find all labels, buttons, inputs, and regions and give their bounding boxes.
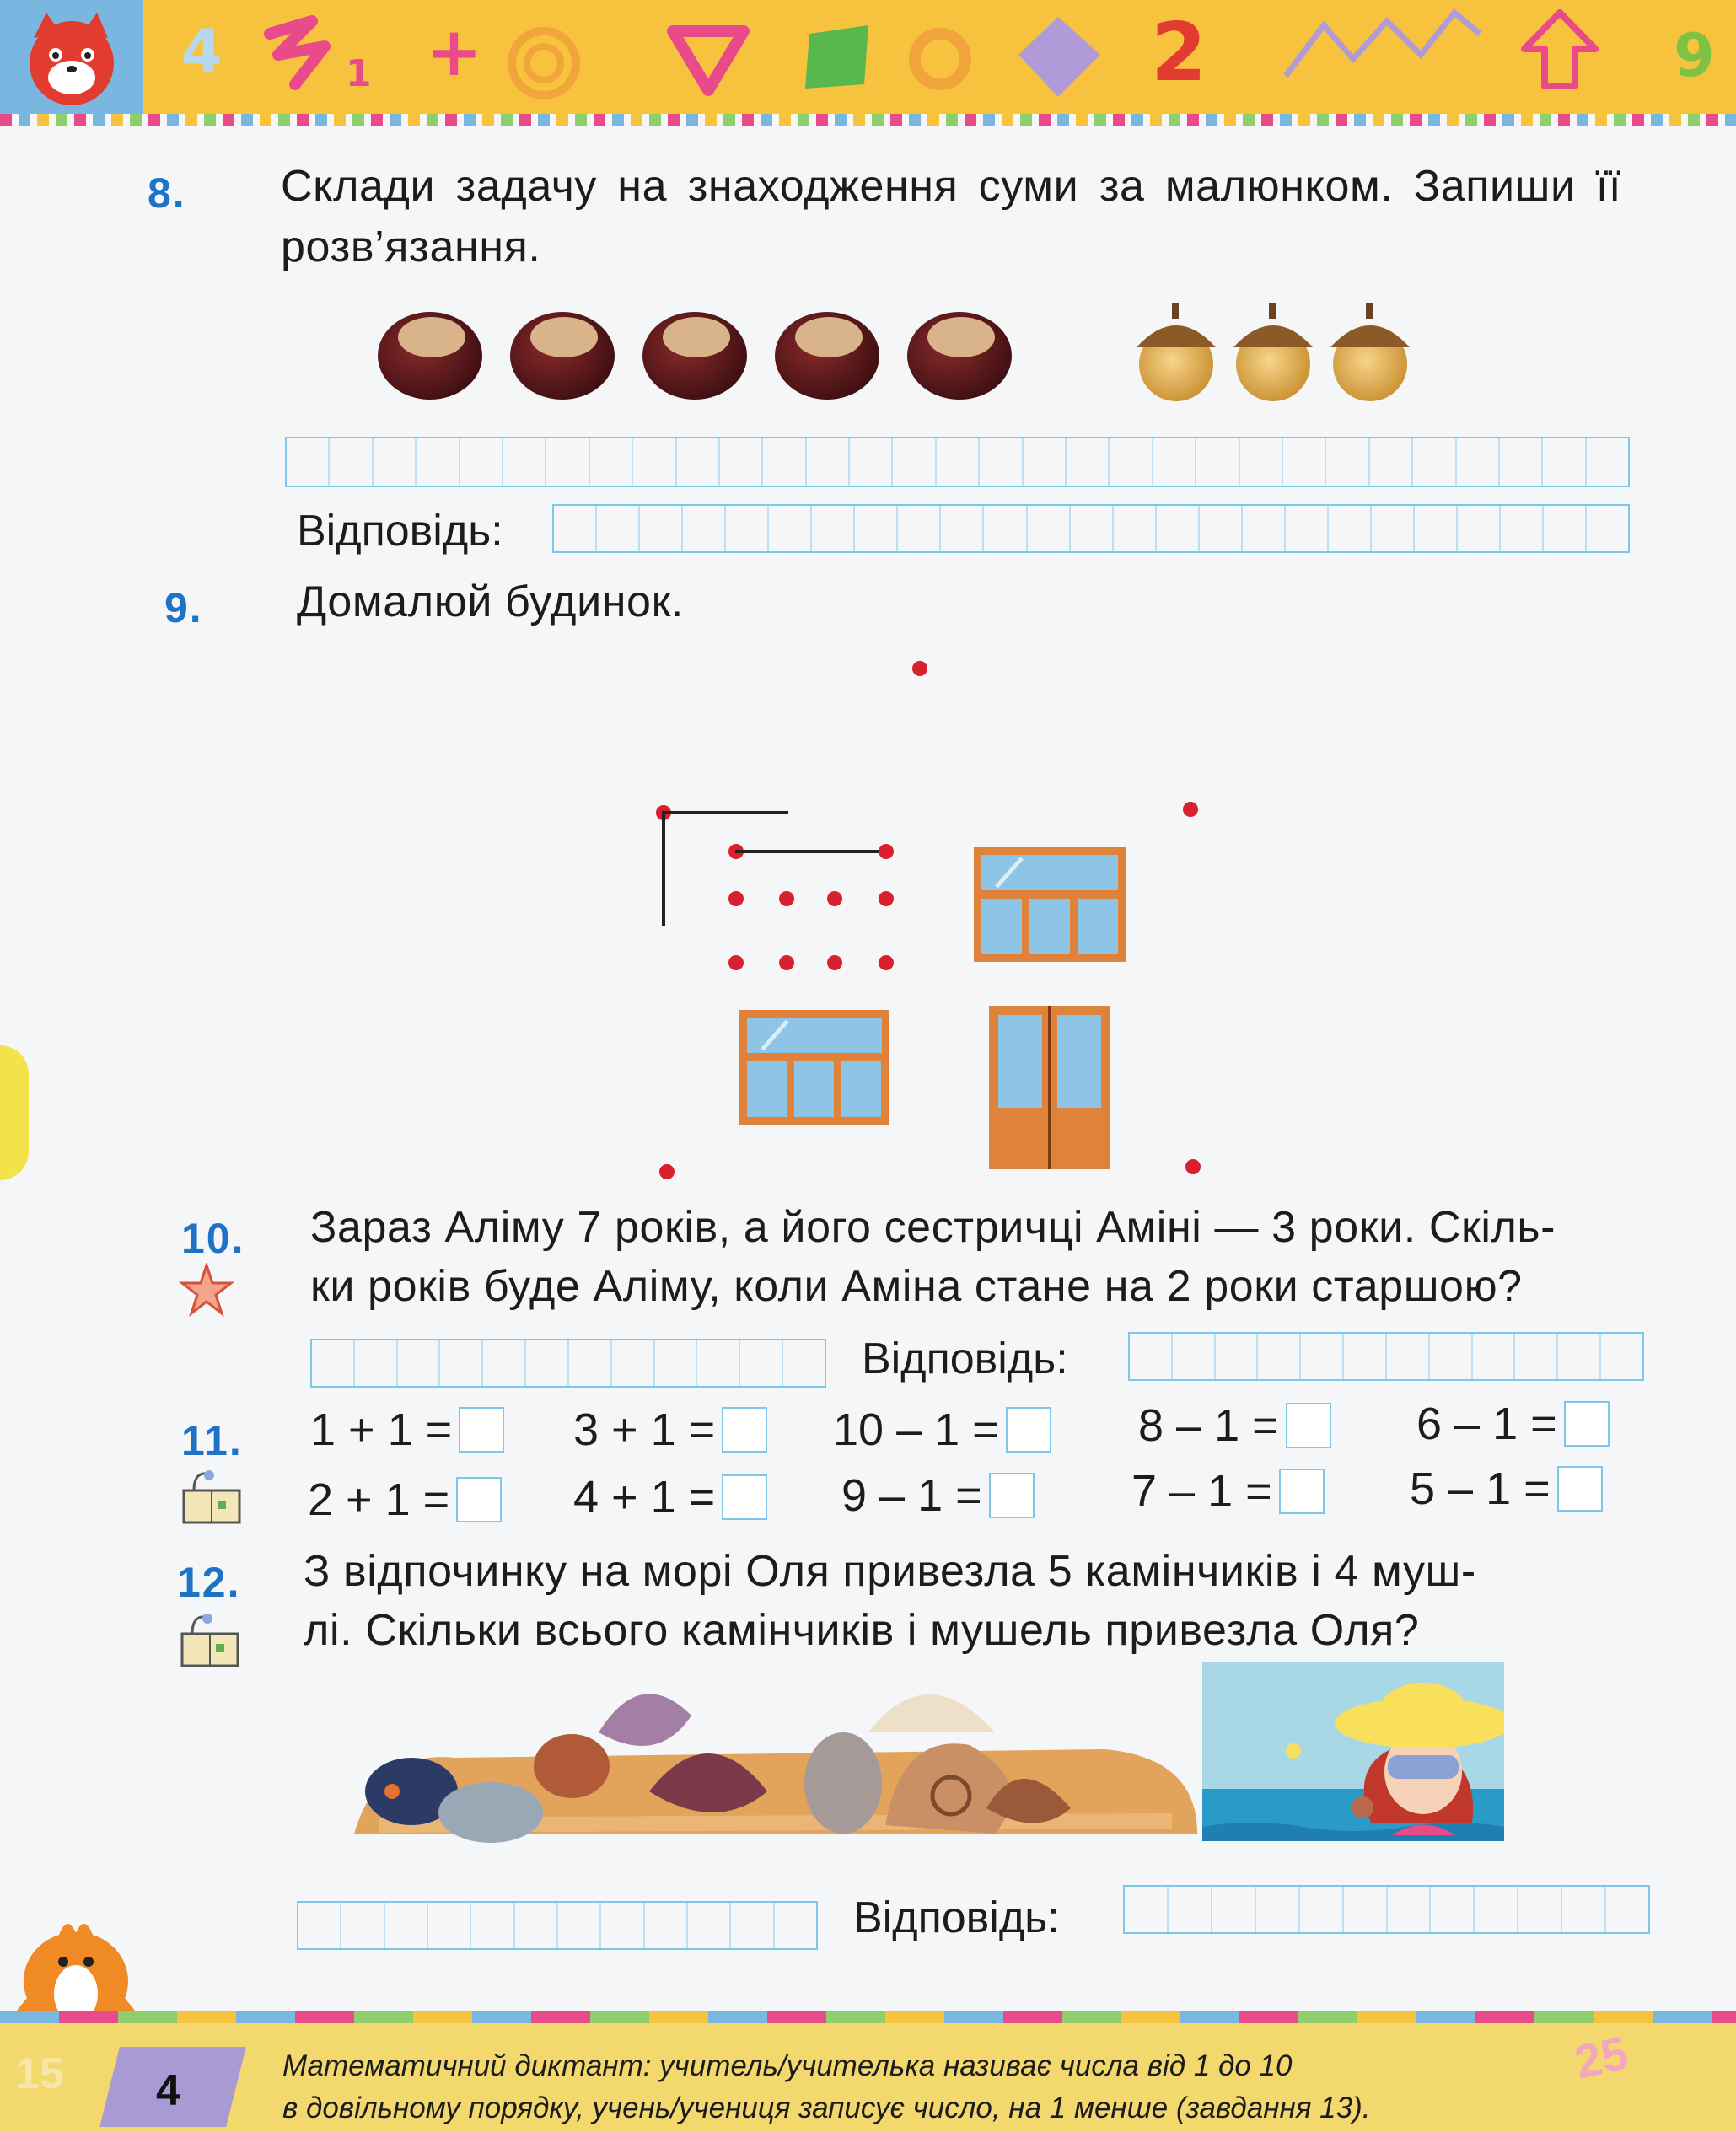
equation bbox=[573, 1404, 767, 1456]
task-12-answer-label: Відповідь: bbox=[853, 1893, 1060, 1942]
circle-decoration bbox=[902, 21, 978, 97]
house-drawing-area[interactable] bbox=[641, 649, 1214, 1189]
task-12-number: 12. bbox=[177, 1559, 241, 1606]
cat-mascot-icon bbox=[0, 0, 143, 114]
equation-text: 10 – 1 = bbox=[833, 1404, 999, 1455]
task-10-answer-label: Відповідь: bbox=[862, 1335, 1068, 1383]
task-8-picture bbox=[371, 295, 1433, 413]
page-number: 4 bbox=[156, 2066, 180, 2115]
equation bbox=[310, 1404, 504, 1456]
zigzag-decoration bbox=[1282, 8, 1484, 84]
footer-dash-strip bbox=[0, 2011, 1736, 2023]
task-12-answer-cells[interactable] bbox=[1123, 1885, 1650, 1934]
equation-text: 7 – 1 = bbox=[1131, 1466, 1272, 1517]
task-8-text: Склади задачу на знаходження суми за малюнком. Запиши її розв’язання. bbox=[281, 162, 1621, 271]
task-12-line-2: лі. Скільки всього камінчиків і мушель привезла Оля? bbox=[304, 1606, 1420, 1655]
equation-text: 6 – 1 = bbox=[1416, 1399, 1557, 1449]
answer-box[interactable] bbox=[1286, 1403, 1331, 1448]
deco-plus: + bbox=[426, 13, 483, 91]
corner-dot-bottom-right bbox=[1185, 1159, 1201, 1174]
task-10-answer-cells[interactable] bbox=[1128, 1332, 1644, 1381]
header-dash-strip bbox=[0, 114, 1736, 126]
shell-icon bbox=[868, 1694, 995, 1732]
footer-note-line-1: Математичний диктант: учитель/учителька називає числа від 1 до 10 bbox=[282, 2049, 1293, 2082]
window-dot bbox=[728, 891, 744, 906]
task-12-line-1: З відпочинку на морі Оля привезла 5 камінчиків і 4 муш- bbox=[304, 1547, 1476, 1596]
equation bbox=[308, 1474, 502, 1526]
window-dot bbox=[827, 891, 842, 906]
equation-text: 9 – 1 = bbox=[841, 1470, 982, 1521]
deco-digit-9: 9 bbox=[1674, 21, 1715, 90]
task-8-answer-label: Відповідь: bbox=[297, 507, 503, 556]
star-icon bbox=[179, 1263, 234, 1318]
shell-icon bbox=[599, 1694, 691, 1746]
footer-note-line-2: в довільному порядку, учень/учениця записує число, на 1 менше (завдання 13). bbox=[282, 2092, 1371, 2124]
task-8-number: 8. bbox=[148, 169, 186, 217]
acorn-icon bbox=[1137, 303, 1216, 401]
drawn-side-line bbox=[662, 811, 665, 926]
answer-box[interactable] bbox=[1006, 1407, 1051, 1453]
deco-digit-2: 2 bbox=[1151, 7, 1207, 99]
deco-number-15: 15 bbox=[15, 2049, 64, 2098]
window-dot bbox=[728, 955, 744, 970]
answer-box[interactable] bbox=[456, 1477, 502, 1522]
equation bbox=[1131, 1465, 1325, 1517]
answer-box[interactable] bbox=[1564, 1401, 1610, 1447]
equation bbox=[1138, 1399, 1331, 1452]
acorn-icon bbox=[1233, 303, 1313, 401]
window-dot bbox=[879, 955, 894, 970]
equation-text: 1 + 1 = bbox=[310, 1404, 453, 1455]
window-icon bbox=[737, 1007, 892, 1127]
deco-number-25: 25 bbox=[1570, 2026, 1633, 2089]
girl-with-shell-picture bbox=[1202, 1662, 1504, 1841]
page-side-tab bbox=[0, 1045, 29, 1180]
task-10-solution-cells[interactable] bbox=[310, 1339, 826, 1388]
equation bbox=[841, 1469, 1035, 1522]
answer-box[interactable] bbox=[459, 1407, 504, 1453]
drawn-top-line bbox=[664, 811, 788, 814]
task-10-number: 10. bbox=[181, 1215, 245, 1262]
equation-text: 5 – 1 = bbox=[1410, 1463, 1551, 1514]
answer-box[interactable] bbox=[722, 1474, 767, 1520]
arrow-up-decoration bbox=[1518, 8, 1602, 93]
equation-text: 3 + 1 = bbox=[573, 1404, 716, 1455]
task-10-line-1: Зараз Аліму 7 років, а його сестричці Аміні — 3 роки. Скіль- bbox=[310, 1203, 1556, 1252]
window-dot bbox=[879, 844, 894, 859]
answer-box[interactable] bbox=[722, 1407, 767, 1453]
chestnut-icon bbox=[510, 312, 615, 400]
equation bbox=[573, 1471, 767, 1523]
answer-box[interactable] bbox=[1279, 1469, 1325, 1514]
window-dot bbox=[879, 891, 894, 906]
top-banner bbox=[0, 0, 1736, 114]
window-dot bbox=[779, 891, 794, 906]
chestnut-icon bbox=[907, 312, 1012, 400]
deco-digit-4: 4 bbox=[181, 17, 223, 86]
window-dot bbox=[779, 955, 794, 970]
stones-and-shells-picture bbox=[346, 1665, 1206, 1859]
task-11-number: 11. bbox=[181, 1417, 243, 1464]
corner-dot-bottom-left bbox=[659, 1164, 675, 1179]
answer-box[interactable] bbox=[989, 1473, 1035, 1518]
equation bbox=[1416, 1398, 1610, 1450]
equation bbox=[833, 1404, 1051, 1456]
door-icon bbox=[986, 1003, 1113, 1172]
notebook-lamp-icon bbox=[177, 1610, 245, 1669]
triangle-decoration bbox=[666, 21, 750, 97]
task-8-solution-cells[interactable] bbox=[285, 437, 1630, 487]
window-icon bbox=[971, 845, 1128, 964]
roof-peak-dot bbox=[912, 661, 927, 676]
answer-box[interactable] bbox=[1557, 1466, 1603, 1512]
chestnut-icon bbox=[378, 312, 482, 400]
spiral-decoration bbox=[497, 21, 590, 105]
task-10-line-2: ки років буде Аліму, коли Аміна стане на 2 роки старшою? bbox=[310, 1262, 1523, 1311]
window-dot bbox=[827, 955, 842, 970]
equation-text: 8 – 1 = bbox=[1138, 1400, 1279, 1451]
task-12-solution-cells[interactable] bbox=[297, 1901, 818, 1950]
stone-icon bbox=[438, 1782, 543, 1843]
drawn-window-line bbox=[735, 850, 885, 853]
stone-icon bbox=[534, 1734, 610, 1798]
equation-text: 4 + 1 = bbox=[573, 1472, 716, 1522]
deco-digit-1: 1 bbox=[346, 52, 372, 95]
equation-text: 2 + 1 = bbox=[308, 1474, 450, 1525]
notebook-lamp-icon bbox=[179, 1467, 246, 1526]
stone-icon bbox=[804, 1732, 882, 1834]
footer-bar bbox=[0, 2023, 1736, 2132]
diamond-decoration bbox=[1012, 13, 1104, 105]
task-8-answer-cells[interactable] bbox=[552, 504, 1630, 553]
green-shape-decoration bbox=[801, 25, 877, 93]
chestnut-icon bbox=[775, 312, 879, 400]
task-9-number: 9. bbox=[164, 584, 203, 631]
acorn-icon bbox=[1330, 303, 1410, 401]
corner-dot-top-right bbox=[1183, 802, 1198, 817]
task-9-text: Домалюй будинок. bbox=[297, 577, 684, 626]
equation bbox=[1410, 1463, 1603, 1515]
chestnut-icon bbox=[642, 312, 747, 400]
